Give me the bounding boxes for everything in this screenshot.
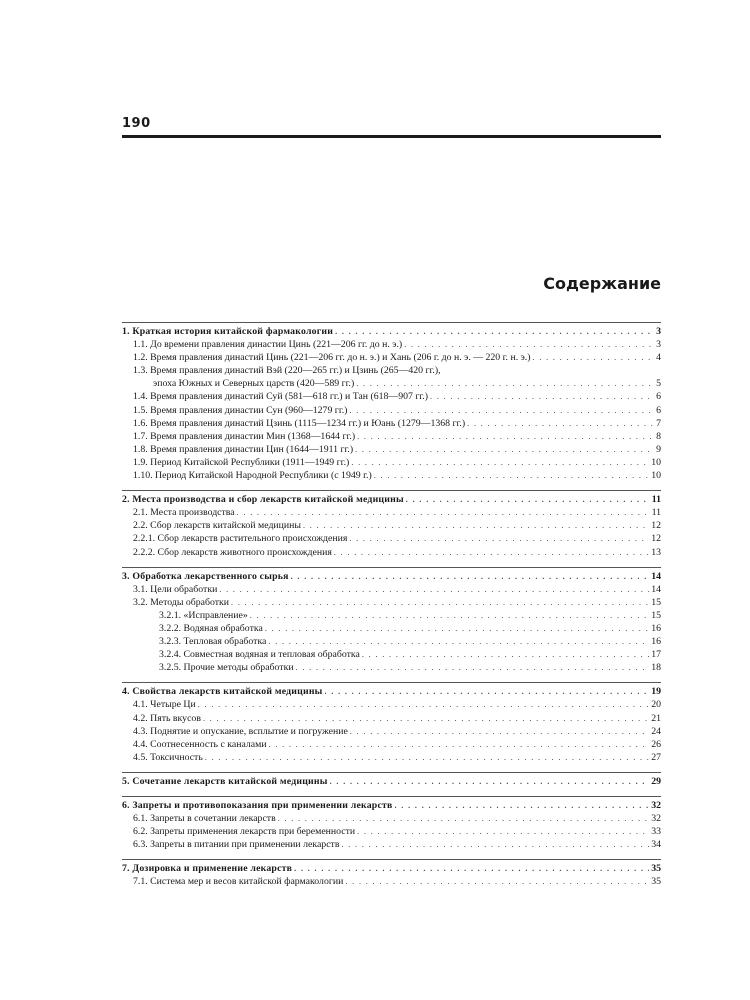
leader-dots	[291, 570, 650, 583]
toc-entry[interactable]	[122, 635, 661, 648]
toc-chapter[interactable]	[122, 862, 661, 875]
toc-chapter-title: 3. Обработка лекарственного сырья	[122, 570, 289, 582]
leader-dots	[349, 532, 649, 545]
leader-dots	[467, 417, 654, 430]
toc-title: Содержание	[543, 274, 661, 293]
toc-entry[interactable]	[122, 738, 661, 751]
toc-section	[122, 796, 661, 851]
toc-entry-title: 7.1. Система мер и весов китайской фармакологии	[133, 876, 344, 888]
toc-entry-title: 1.6. Время правления династий Цзинь (1115—1234 гг.) и Юань (1279—1368 гг.)	[133, 417, 466, 429]
leader-dots	[356, 377, 654, 390]
toc-entry-title: 3.2.1. «Исправление»	[159, 609, 248, 621]
toc-chapter[interactable]	[122, 799, 661, 812]
toc-entry-page: 15	[651, 596, 661, 608]
toc-entry-title: 4.2. Пять вкусов	[133, 712, 201, 724]
toc-chapter-title: 6. Запреты и противопоказания при применении лекарств	[122, 800, 393, 811]
leader-dots	[265, 622, 649, 635]
leader-dots	[355, 443, 654, 456]
toc-entry-title: 1.1. До времени правления династии Цинь (221—206 гг. до н. э.)	[133, 339, 403, 351]
toc-entry[interactable]	[122, 838, 661, 851]
toc-entry-page: 20	[651, 699, 661, 711]
toc-chapter-title: 2. Места производства и сбор лекарств китайской медицины	[122, 494, 404, 506]
toc-entry-page: 12	[651, 520, 661, 532]
leader-dots	[404, 338, 654, 351]
toc-entry-title: 1.10. Период Китайской Народной Республики (с 1949 г.)	[133, 470, 372, 482]
toc-entry-page: 33	[651, 826, 661, 838]
toc-entry-page: 12	[651, 533, 661, 545]
toc-chapter-title: 5. Сочетание лекарств китайской медицины	[122, 775, 328, 787]
leader-dots	[341, 838, 649, 851]
leader-dots	[330, 775, 650, 788]
toc-entry[interactable]	[122, 648, 661, 661]
toc-entry-page: 34	[651, 839, 661, 851]
toc-entry-title: 1.7. Время правления династии Мин (1368—1644 гг.)	[133, 430, 356, 442]
leader-dots	[325, 685, 650, 698]
leader-dots	[345, 875, 649, 888]
toc-entry-page: 24	[651, 725, 661, 737]
toc-entry[interactable]	[122, 875, 661, 888]
toc-entry-page: 21	[651, 712, 661, 724]
toc-entry[interactable]	[122, 377, 661, 390]
leader-dots	[395, 799, 650, 812]
leader-dots	[350, 725, 649, 738]
toc-chapter-page: 35	[651, 863, 661, 875]
leader-dots	[294, 862, 649, 875]
table-of-contents	[122, 322, 661, 897]
toc-entry-page: 9	[656, 443, 661, 455]
leader-dots	[219, 583, 649, 596]
toc-chapter[interactable]	[122, 493, 661, 506]
toc-entry-title: 1.2. Время правления династий Цинь (221—206 гг. до н. э.) и Хань (206 г. до н. э. — 220 г. н. э.)	[133, 352, 531, 364]
toc-entry[interactable]	[122, 469, 661, 482]
leader-dots	[335, 325, 654, 338]
toc-section	[122, 567, 661, 675]
toc-entry[interactable]	[122, 506, 661, 519]
toc-chapter-title: 7. Дозировка и применение лекарств	[122, 863, 293, 875]
toc-chapter[interactable]	[122, 775, 661, 788]
toc-entry-title: 6.2. Запреты применения лекарств при беременности	[133, 826, 356, 838]
leader-dots	[203, 712, 649, 725]
leader-dots	[351, 456, 649, 469]
toc-entry-title: 2.2.1. Сбор лекарств растительного происхождения	[133, 533, 348, 545]
toc-entry-title: 1.8. Время правления династии Цин (1644—1911 гг.)	[133, 443, 354, 455]
toc-entry-title: 6.1. Запреты в сочетании лекарств	[133, 813, 276, 825]
toc-entry-page: 14	[651, 583, 661, 595]
toc-entry[interactable]	[122, 712, 661, 725]
toc-entry[interactable]	[122, 583, 661, 596]
leader-dots	[533, 351, 655, 364]
toc-entry[interactable]	[122, 812, 661, 825]
toc-entry-title: 3.1. Цели обработки	[133, 583, 218, 595]
toc-entry-page: 11	[651, 507, 661, 519]
toc-chapter-page: 29	[651, 775, 661, 787]
toc-entry[interactable]	[122, 390, 661, 403]
leader-dots	[374, 469, 649, 482]
page-number: 190	[122, 116, 151, 131]
toc-entry-page: 3	[656, 339, 661, 351]
toc-entry-page: 16	[651, 622, 661, 634]
toc-entry[interactable]	[122, 661, 661, 674]
toc-chapter-title: 4. Свойства лекарств китайской медицины	[122, 686, 323, 698]
toc-entry-page: 16	[651, 636, 661, 648]
toc-entry[interactable]	[122, 417, 661, 430]
toc-entry-page: 18	[651, 662, 661, 674]
toc-entry-title: 1.9. Период Китайской Республики (1911—1949 гг.)	[133, 456, 350, 468]
leader-dots	[296, 661, 650, 674]
toc-entry-title: 3.2.3. Тепловая обработка	[159, 636, 267, 648]
toc-entry-title: 2.2.2. Сбор лекарств животного происхождения	[133, 546, 332, 558]
toc-entry[interactable]	[122, 404, 661, 417]
toc-entry-page: 26	[651, 738, 661, 750]
toc-entry[interactable]	[122, 596, 661, 609]
toc-entry-title: 4.1. Четыре Ци	[133, 699, 196, 711]
toc-entry[interactable]	[122, 519, 661, 532]
toc-entry-page: 35	[651, 876, 661, 888]
toc-entry-page: 5	[656, 378, 661, 390]
toc-chapter-page: 3	[656, 326, 661, 337]
toc-section	[122, 682, 661, 764]
toc-entry-title: 3.2.2. Водяная обработка	[159, 622, 263, 634]
leader-dots	[278, 812, 650, 825]
toc-chapter-title: 1. Краткая история китайской фармакологии	[122, 326, 334, 337]
toc-entry-page: 6	[656, 404, 661, 416]
toc-entry-title: 3.2.4. Совместная водяная и тепловая обработка	[159, 649, 360, 661]
toc-entry[interactable]	[122, 825, 661, 838]
leader-dots	[198, 698, 649, 711]
toc-entry-page: 6	[656, 391, 661, 403]
toc-chapter-page: 32	[651, 800, 661, 811]
leader-dots	[237, 506, 650, 519]
toc-entry-title: 4.3. Поднятие и опускание, всплытие и погружение	[133, 725, 348, 737]
toc-entry[interactable]	[122, 622, 661, 635]
toc-section	[122, 322, 661, 482]
toc-entry-title: 1.3. Время правления династий Вэй (220—265 гг.) и Цзинь (265—420 гг.),	[133, 365, 441, 377]
toc-entry-title: 4.5. Токсичность	[133, 751, 203, 763]
toc-section	[122, 490, 661, 558]
toc-entry-page: 27	[651, 751, 661, 763]
toc-entry-title: 2.2. Сбор лекарств китайской медицины	[133, 520, 301, 532]
toc-entry-page: 32	[651, 813, 661, 825]
leader-dots	[269, 738, 650, 751]
toc-entry[interactable]	[122, 456, 661, 469]
leader-dots	[250, 609, 649, 622]
toc-entry-page: 10	[651, 470, 661, 482]
toc-entry[interactable]	[122, 338, 661, 351]
toc-entry-page: 15	[651, 609, 661, 621]
toc-entry-title: эпоха Южных и Северных царств (420—589 гг.)	[153, 378, 355, 390]
toc-entry-page: 17	[651, 649, 661, 661]
toc-entry-page: 8	[656, 430, 661, 442]
leader-dots	[231, 596, 649, 609]
toc-entry[interactable]	[122, 351, 661, 364]
toc-entry[interactable]	[122, 698, 661, 711]
toc-entry-title: 3.2.5. Прочие методы обработки	[159, 662, 294, 674]
toc-chapter[interactable]	[122, 685, 661, 698]
toc-chapter-page: 19	[651, 686, 661, 698]
toc-entry[interactable]	[122, 546, 661, 559]
toc-entry[interactable]	[122, 364, 661, 377]
leader-dots	[205, 751, 649, 764]
toc-entry-title: 4.4. Соотнесенность с каналами	[133, 738, 267, 750]
toc-entry-title: 3.2. Методы обработки	[133, 596, 230, 608]
toc-entry-page: 13	[651, 546, 661, 558]
leader-dots	[268, 635, 649, 648]
toc-entry-page: 7	[656, 417, 661, 429]
leader-dots	[430, 390, 654, 403]
toc-entry[interactable]	[122, 609, 661, 622]
toc-entry-page: 4	[656, 352, 661, 364]
toc-chapter-page: 11	[651, 494, 661, 506]
toc-entry-title: 2.1. Места производства	[133, 507, 235, 519]
leader-dots	[357, 430, 654, 443]
leader-dots	[303, 519, 649, 532]
header-rule	[122, 135, 661, 138]
leader-dots	[362, 648, 649, 661]
toc-chapter[interactable]	[122, 570, 661, 583]
leader-dots	[357, 825, 649, 838]
toc-entry-title: 1.5. Время правления династии Сун (960—1279 гг.)	[133, 404, 348, 416]
toc-section	[122, 772, 661, 788]
leader-dots	[334, 546, 649, 559]
toc-entry-title: 1.4. Время правления династий Суй (581—618 гг.) и Тан (618—907 гг.)	[133, 391, 429, 403]
toc-entry[interactable]	[122, 751, 661, 764]
toc-section	[122, 859, 661, 888]
toc-entry-page: 10	[651, 456, 661, 468]
toc-entry[interactable]	[122, 430, 661, 443]
toc-entry[interactable]	[122, 725, 661, 738]
toc-chapter[interactable]	[122, 325, 661, 338]
toc-entry-title: 6.3. Запреты в питании при применении лекарств	[133, 839, 340, 851]
leader-dots	[349, 404, 654, 417]
leader-dots	[406, 493, 650, 506]
toc-entry[interactable]	[122, 443, 661, 456]
toc-entry[interactable]	[122, 532, 661, 545]
toc-chapter-page: 14	[651, 570, 661, 582]
